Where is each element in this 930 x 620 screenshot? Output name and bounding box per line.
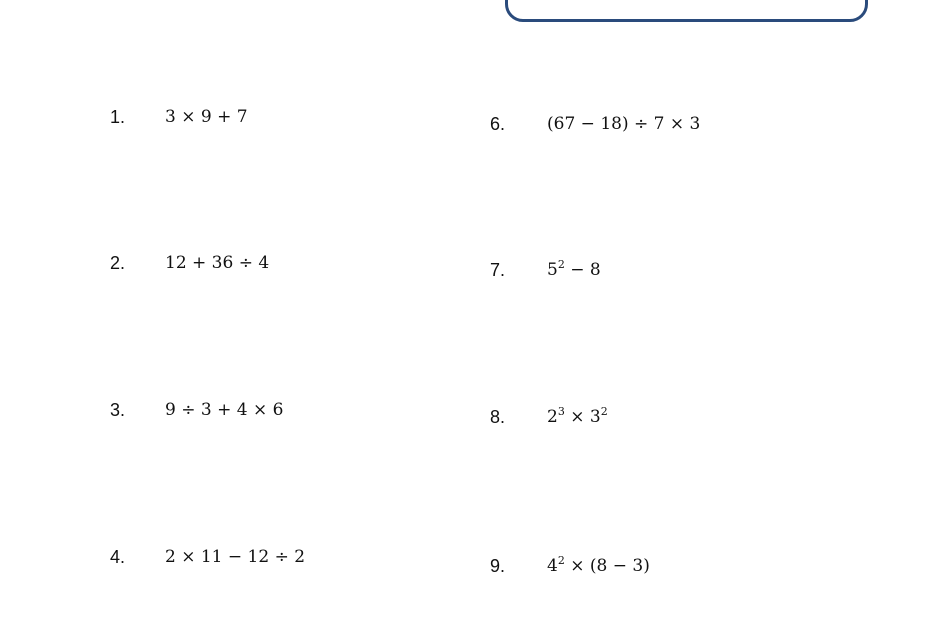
problem-expression: [547, 556, 650, 576]
exponent: 2: [600, 405, 608, 418]
problem-expression: [165, 547, 305, 567]
problem-number: 8.: [490, 407, 506, 427]
problem-expression: [547, 260, 601, 280]
expression-term: 2 × 11 − 12 ÷ 2: [165, 547, 306, 567]
problem-number: 3.: [110, 400, 126, 420]
expression-term: 2: [547, 407, 558, 427]
problem-number: 7.: [490, 260, 506, 280]
problem-number: 6.: [490, 114, 506, 134]
expression-term: 3 × 9 + 7: [165, 107, 248, 127]
problem-number: 9.: [490, 556, 506, 576]
expression-term: (67 − 18) ÷ 7 × 3: [547, 114, 701, 134]
problem-number: 2.: [110, 253, 126, 273]
expression-term: − 8: [564, 260, 601, 280]
answer-box: [505, 0, 868, 22]
exponent: 2: [557, 258, 565, 271]
exponent: 2: [557, 554, 565, 567]
problem-expression: [165, 253, 269, 273]
problem-number: 1.: [110, 107, 126, 127]
exponent: 3: [557, 405, 565, 418]
problem-number: 4.: [110, 547, 126, 567]
problem-expression: [547, 114, 700, 134]
problem-expression: [165, 400, 283, 420]
expression-term: 9 ÷ 3 + 4 × 6: [165, 400, 284, 420]
expression-term: × (8 − 3): [564, 556, 650, 576]
expression-term: 12 + 36 ÷ 4: [165, 253, 270, 273]
problem-expression: [165, 107, 248, 127]
expression-term: 4: [547, 556, 558, 576]
expression-term: × 3: [564, 407, 601, 427]
expression-term: 5: [547, 260, 558, 280]
problem-expression: [547, 407, 608, 427]
